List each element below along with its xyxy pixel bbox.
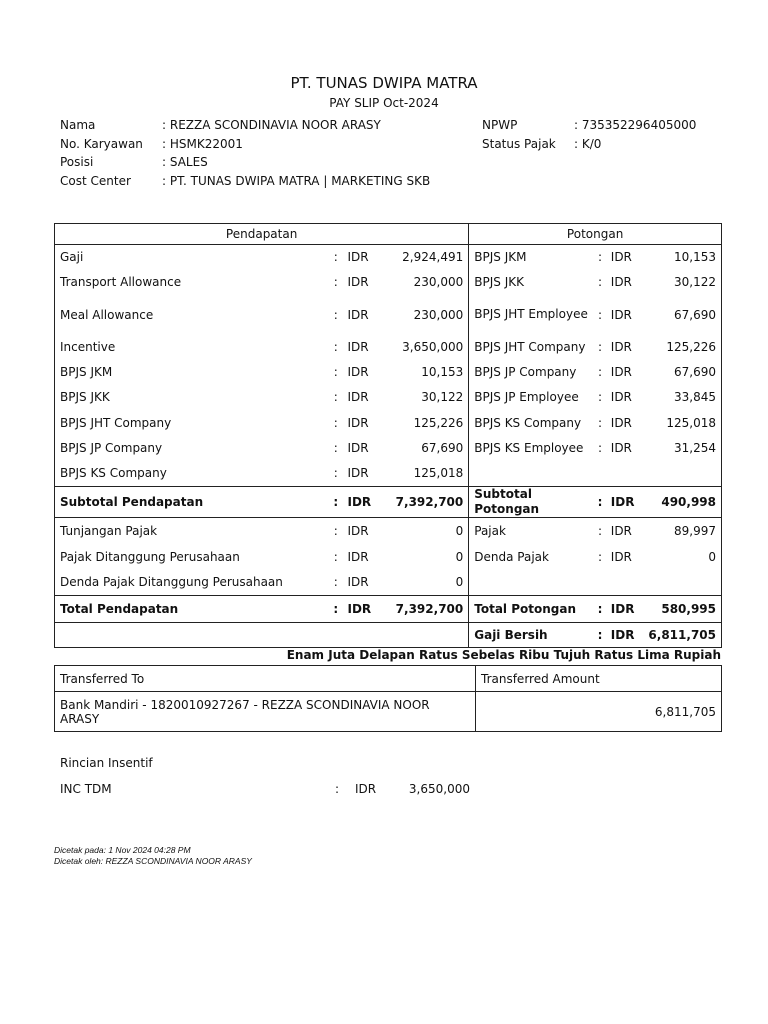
earning-label: BPJS KS Company — [55, 461, 326, 487]
deduction-label: Denda Pajak — [474, 549, 549, 564]
print-footer — [54, 845, 252, 867]
earning-label: Subtotal Pendapatan — [55, 487, 326, 518]
earning-amount: 30,122 — [385, 385, 469, 410]
earning-amount: 230,000 — [385, 270, 469, 295]
colon: : — [326, 596, 346, 623]
colon: : — [597, 415, 602, 430]
currency: IDR — [347, 575, 369, 590]
deduction-label: Total Potongan — [469, 596, 591, 623]
info-value: : PT. TUNAS DWIPA MATRA | MARKETING SKB — [162, 173, 431, 188]
table-row — [55, 270, 722, 295]
currency: IDR — [346, 596, 386, 623]
deduction-label: BPJS JHT Company — [474, 340, 586, 354]
colon: : — [597, 340, 602, 354]
deduction-amount — [648, 461, 721, 487]
deduction-label: Pajak — [469, 518, 591, 544]
deduction-label: BPJS JP Company — [474, 365, 577, 379]
colon: : — [591, 623, 609, 648]
earning-label: Meal Allowance — [55, 295, 326, 335]
currency: IDR — [609, 623, 649, 648]
info-row-nama — [60, 116, 430, 135]
info-row-no-karyawan — [60, 135, 430, 154]
deduction-amount: 67,690 — [648, 295, 721, 335]
earning-amount: 7,392,700 — [385, 596, 469, 623]
table-row — [55, 410, 722, 436]
deduction-amount: 89,997 — [648, 518, 721, 544]
net-salary-row — [55, 623, 722, 648]
table-row — [55, 295, 722, 335]
deduction-label: Subtotal Potongan — [469, 487, 591, 518]
incentive-label: INC TDM — [60, 782, 112, 796]
currency: IDR — [347, 275, 369, 289]
earning-amount: 2,924,491 — [385, 245, 469, 270]
deduction-amount: 580,995 — [648, 596, 721, 623]
deduction-label: BPJS KS Company — [474, 415, 582, 430]
net-salary-label: Gaji Bersih — [469, 623, 591, 648]
table-row — [55, 385, 722, 410]
currency: IDR — [347, 415, 369, 430]
info-label: Nama — [60, 118, 96, 132]
colon: : — [333, 250, 338, 265]
colon: : — [333, 415, 338, 430]
info-row-posisi — [60, 153, 430, 172]
deduction-label: BPJS KS Employee — [474, 441, 584, 455]
currency: IDR — [610, 549, 632, 564]
currency: IDR — [610, 275, 632, 289]
table-row — [55, 596, 722, 623]
currency: IDR — [346, 518, 386, 544]
deduction-amount: 31,254 — [648, 436, 721, 461]
company-title: PT. TUNAS DWIPA MATRA — [290, 74, 478, 92]
currency: IDR — [610, 441, 632, 455]
table-row — [55, 544, 722, 570]
table-row — [55, 335, 722, 360]
colon: : — [333, 466, 338, 481]
currency: IDR — [609, 518, 649, 544]
colon — [591, 570, 609, 596]
colon: : — [333, 390, 338, 404]
currency: IDR — [347, 340, 369, 354]
deduction-label: BPJS JKM — [474, 250, 527, 265]
currency — [609, 461, 649, 487]
transferred-to-value: Bank Mandiri - 1820010927267 - REZZA SCONDINAVIA NOOR ARASY — [55, 692, 476, 732]
colon: : — [597, 390, 602, 404]
earning-amount: 7,392,700 — [385, 487, 469, 518]
colon: : — [591, 487, 609, 518]
deduction-amount: 33,845 — [648, 385, 721, 410]
transferred-to-header: Transferred To — [55, 666, 476, 692]
currency: IDR — [610, 340, 632, 354]
earning-label: Incentive — [55, 335, 326, 360]
deduction-amount: 30,122 — [648, 270, 721, 295]
deduction-amount: 125,018 — [648, 410, 721, 436]
currency: IDR — [610, 307, 632, 322]
info-label: NPWP — [482, 118, 518, 132]
currency: IDR — [347, 390, 369, 404]
net-in-words: Enam Juta Delapan Ratus Sebelas Ribu Tujuh Ratus Lima Rupiah — [286, 648, 721, 662]
info-value: : SALES — [162, 155, 208, 169]
colon: : — [597, 365, 602, 379]
earning-amount: 0 — [385, 518, 469, 544]
table-row — [55, 570, 722, 596]
table-row — [55, 518, 722, 544]
earning-amount: 125,226 — [385, 410, 469, 436]
colon: : — [597, 549, 602, 564]
deduction-amount — [648, 570, 721, 596]
colon: : — [333, 575, 338, 590]
currency: IDR — [610, 365, 632, 379]
deduction-label: BPJS JHT Employee — [474, 307, 588, 321]
currency: IDR — [610, 415, 632, 430]
deduction-amount: 67,690 — [648, 360, 721, 385]
currency: IDR — [609, 487, 649, 518]
earning-label: Transport Allowance — [55, 270, 326, 295]
info-label: Posisi — [60, 155, 94, 169]
deduction-label — [469, 461, 591, 487]
earning-label: Gaji — [55, 245, 326, 270]
earning-amount: 10,153 — [385, 360, 469, 385]
info-value: : HSMK22001 — [162, 136, 243, 151]
currency: IDR — [347, 307, 369, 322]
incentive-colon: : — [335, 782, 340, 796]
transferred-amount-value: 6,811,705 — [476, 692, 722, 732]
transfer-table — [54, 665, 722, 732]
deduction-label — [469, 570, 591, 596]
deduction-amount: 125,226 — [648, 335, 721, 360]
info-label: No. Karyawan — [60, 136, 143, 151]
info-row-cost-center — [60, 172, 430, 191]
employee-info-left — [60, 116, 430, 190]
info-row-npwp — [482, 116, 696, 135]
currency: IDR — [610, 250, 632, 265]
colon: : — [591, 596, 609, 623]
table-row — [55, 436, 722, 461]
incentive-amount: 3,650,000 — [408, 782, 470, 796]
table-row — [55, 245, 722, 270]
colon: : — [597, 441, 602, 455]
info-value: : 735352296405000 — [574, 118, 697, 132]
earning-amount: 125,018 — [385, 461, 469, 487]
info-value: : K/0 — [574, 136, 602, 151]
colon: : — [597, 275, 602, 289]
earning-label: BPJS JHT Company — [55, 410, 326, 436]
info-label: Status Pajak — [482, 136, 556, 151]
colon: : — [333, 549, 338, 564]
payslip-table — [54, 223, 722, 648]
earning-label: BPJS JKM — [55, 360, 326, 385]
incentive-currency: IDR — [355, 782, 377, 796]
earning-amount: 230,000 — [385, 295, 469, 335]
deductions-header: Potongan — [469, 224, 722, 245]
info-row-status-pajak — [482, 135, 696, 154]
colon: : — [591, 518, 609, 544]
colon: : — [333, 307, 338, 322]
colon: : — [597, 250, 602, 265]
deduction-amount: 490,998 — [648, 487, 721, 518]
currency — [609, 570, 649, 596]
colon: : — [333, 365, 338, 379]
currency: IDR — [609, 596, 649, 623]
printed-at: Dicetak pada: 1 Nov 2024 04:28 PM — [54, 845, 191, 855]
currency: IDR — [347, 549, 369, 564]
colon: : — [333, 275, 338, 289]
earning-amount: 67,690 — [385, 436, 469, 461]
incentive-details-title: Rincian Insentif — [60, 756, 153, 770]
earning-label: BPJS JP Company — [55, 436, 326, 461]
currency: IDR — [610, 390, 632, 404]
currency: IDR — [347, 250, 369, 265]
info-value: : REZZA SCONDINAVIA NOOR ARASY — [162, 118, 381, 132]
earning-amount: 3,650,000 — [385, 335, 469, 360]
earning-label: Denda Pajak Ditanggung Perusahaan — [55, 570, 326, 596]
colon: : — [326, 487, 346, 518]
info-label: Cost Center — [60, 173, 131, 188]
earning-label: Tunjangan Pajak — [55, 518, 326, 544]
payslip-period: PAY SLIP Oct-2024 — [329, 96, 439, 110]
earning-label: Total Pendapatan — [55, 596, 326, 623]
currency: IDR — [347, 466, 369, 481]
earning-amount: 0 — [385, 544, 469, 570]
printed-by: Dicetak oleh: REZZA SCONDINAVIA NOOR ARASY — [54, 856, 252, 866]
currency: IDR — [347, 365, 369, 379]
colon: : — [326, 518, 346, 544]
deduction-amount: 0 — [648, 544, 721, 570]
deduction-label: BPJS JP Employee — [474, 390, 579, 404]
net-salary-amount: 6,811,705 — [648, 623, 721, 648]
table-row — [55, 487, 722, 518]
incentive-row — [60, 782, 470, 796]
colon: : — [333, 441, 338, 455]
earning-amount: 0 — [385, 570, 469, 596]
currency: IDR — [346, 487, 386, 518]
earning-label: BPJS JKK — [55, 385, 326, 410]
transferred-amount-header: Transferred Amount — [476, 666, 722, 692]
colon: : — [333, 340, 338, 354]
earnings-header: Pendapatan — [55, 224, 469, 245]
table-row — [55, 360, 722, 385]
currency: IDR — [347, 441, 369, 455]
table-row — [55, 461, 722, 487]
empty-cell — [55, 623, 469, 648]
earning-label: Pajak Ditanggung Perusahaan — [55, 544, 326, 570]
colon: : — [597, 307, 602, 322]
colon — [591, 461, 609, 487]
employee-info-right — [482, 116, 696, 153]
deduction-label: BPJS JKK — [474, 275, 524, 289]
deduction-amount: 10,153 — [648, 245, 721, 270]
